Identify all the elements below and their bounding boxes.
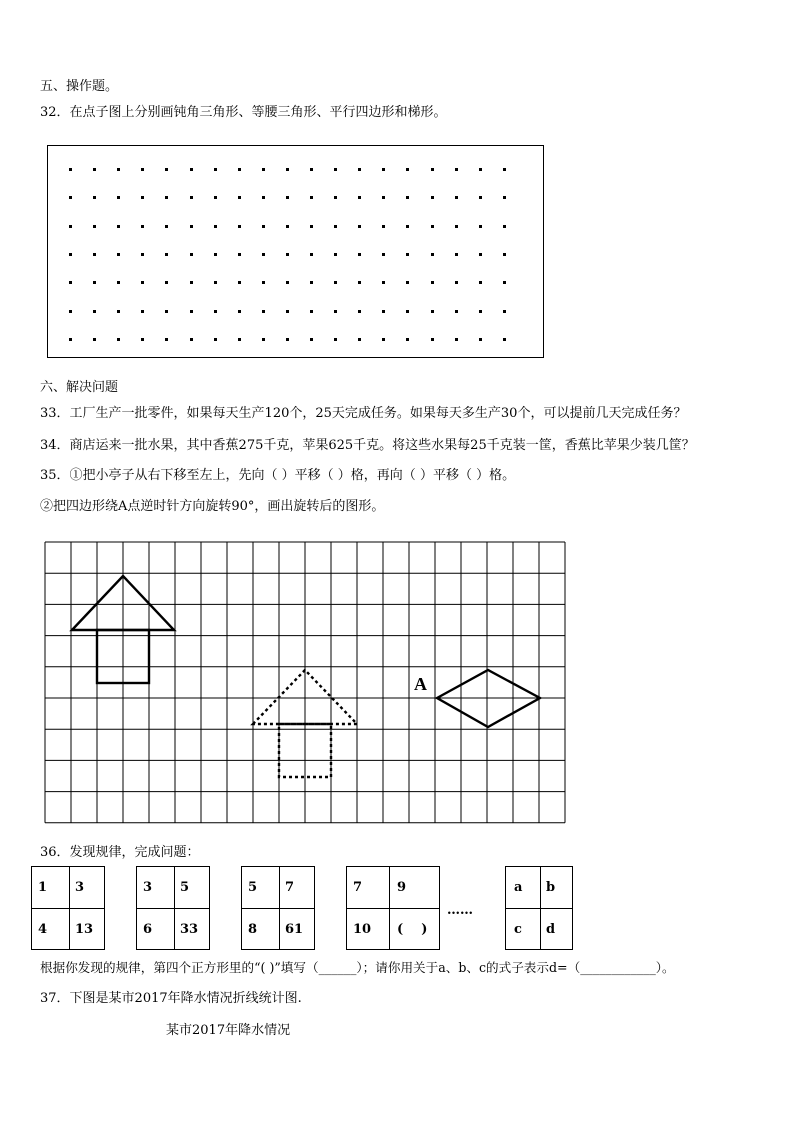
section5-heading: 五、操作题。	[40, 79, 119, 94]
square-4-cell-b: 9	[397, 880, 407, 895]
square-4-cell-a: 7	[353, 880, 363, 895]
point-a-label: A	[414, 674, 427, 694]
square-1-cell-c: 4	[38, 922, 48, 937]
square-5-cell-d: d	[546, 922, 556, 937]
pattern-square-5	[505, 866, 573, 950]
pattern-square-2	[136, 866, 210, 950]
square-4-answer-blank[interactable]: ( )	[397, 922, 428, 937]
square-1-cell-a: 1	[38, 880, 48, 895]
question-35-part1: 35．①把小亭子从右下移至左上，先向（ ）平移（ ）格，再向（ ）平移（ ）格。	[40, 468, 516, 483]
square-3-cell-d: 61	[285, 922, 304, 937]
pattern-square-3	[241, 866, 315, 950]
square-5-cell-c: c	[514, 922, 522, 937]
square-3-cell-a: 5	[248, 880, 258, 895]
pattern-square-1	[31, 866, 105, 950]
question-32: 32．在点子图上分别画钝角三角形、等腰三角形、平行四边形和梯形。	[40, 105, 447, 120]
square-2-cell-b: 5	[180, 880, 190, 895]
question-35-part2: ②把四边形绕A点逆时针方向旋转90°，画出旋转后的图形。	[40, 499, 385, 514]
square-1-cell-d: 13	[75, 922, 94, 937]
square-3-cell-c: 8	[248, 922, 258, 937]
question-34: 34．商店运来一批水果，其中香蕉275千克，苹果625千克。将这些水果每25千克装一筐，香蕉比苹果少装几筐？	[40, 438, 695, 453]
square-2-cell-d: 33	[180, 922, 199, 937]
question-36-text: 根据你发现的规律，第四个正方形里的“( )”填写（______）；请你用关于a、b、c的式子表示d=（____________）。	[40, 960, 675, 975]
square-1-cell-b: 3	[75, 880, 85, 895]
section6-heading: 六、解决问题	[40, 380, 119, 395]
ellipsis: ……	[447, 903, 473, 918]
pattern-square-4	[346, 866, 440, 950]
square-5-cell-a: a	[514, 880, 523, 895]
square-2-cell-a: 3	[143, 880, 153, 895]
chart-title: 某市2017年降水情况	[166, 1023, 291, 1038]
square-5-cell-b: b	[546, 880, 556, 895]
square-4-cell-c: 10	[353, 922, 372, 937]
square-2-cell-c: 6	[143, 922, 153, 937]
question-36-heading: 36．发现规律，完成问题：	[40, 845, 200, 860]
square-3-cell-b: 7	[285, 880, 295, 895]
question-33: 33．工厂生产一批零件，如果每天生产120个，25天完成任务。如果每天多生产30个，可以提前几天完成任务？	[40, 406, 687, 421]
question-37-heading: 37．下图是某市2017年降水情况折线统计图.	[40, 991, 302, 1006]
